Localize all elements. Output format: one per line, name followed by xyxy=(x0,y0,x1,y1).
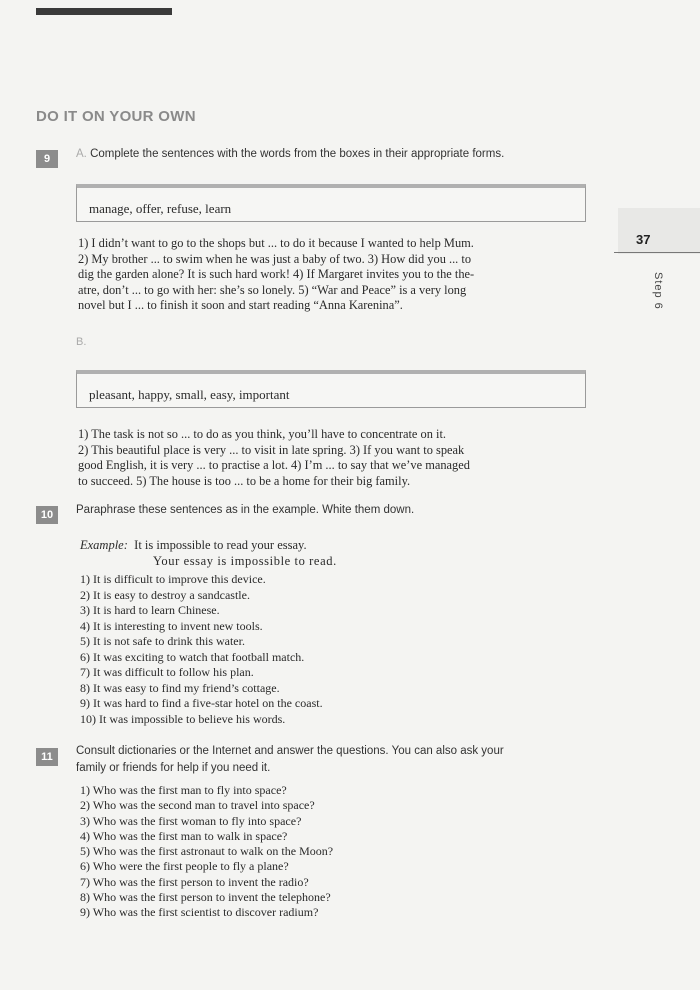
section-title: DO IT ON YOUR OWN xyxy=(36,108,196,125)
list-item: 2) It is easy to destroy a sandcastle. xyxy=(80,587,250,602)
top-bar xyxy=(36,8,172,15)
text-line: 1) The task is not so ... to do as you think, you’ll have to concentrate on it. xyxy=(78,427,446,441)
text-line: 2) My brother ... to swim when he was just a baby of two. 3) How did you ... to xyxy=(78,251,472,266)
list-item: 9) It was hard to find a five-star hotel on the coast. xyxy=(80,696,323,710)
page-number: 37 xyxy=(636,232,651,247)
list-item: 1) Who was the first man to fly into space? xyxy=(80,783,287,797)
page-tab xyxy=(618,208,700,254)
part-a-label: A. xyxy=(76,148,87,160)
instruction-line: Consult dictionaries or the Internet and answer the questions. You can also ask your xyxy=(76,745,504,757)
instruction-line: family or friends for help if you need it. xyxy=(76,762,271,774)
word-box-b xyxy=(76,370,586,408)
list-item: 7) It was difficult to follow his plan. xyxy=(80,665,254,679)
list-item: 8) It was easy to find my friend’s cottage. xyxy=(80,680,280,695)
list-item: 6) It was exciting to watch that football match. xyxy=(80,649,305,664)
exercise-9-instruction xyxy=(76,146,596,163)
page-number-rule xyxy=(614,252,700,253)
word-box-a xyxy=(76,184,586,222)
list-item: 7) Who was the first person to invent the radio? xyxy=(80,874,309,889)
text-line: 2) This beautiful place is very ... to visit in late spring. 3) If you want to speak xyxy=(78,442,465,457)
exercise-10-instruction: Paraphrase these sentences as in the example. White them down. xyxy=(76,504,415,516)
word-box-a-text: manage, offer, refuse, learn xyxy=(89,201,232,216)
exercise-10-list xyxy=(80,572,323,727)
example-sentence-1: It is impossible to read your essay. xyxy=(134,538,307,552)
list-item: 1) It is difficult to improve this device. xyxy=(80,572,266,586)
list-item: 6) Who were the first people to fly a plane? xyxy=(80,859,289,874)
text-line: 1) I didn’t want to go to the shops but ... to do it because I wanted to help Mum. xyxy=(78,236,474,250)
list-item: 5) It is not safe to drink this water. xyxy=(80,634,245,648)
part-b-label: B. xyxy=(76,336,87,348)
exercise-9-number: 9 xyxy=(36,150,58,168)
text-line: good English, it is very ... to practise a lot. 4) I’m ... to say that we’ve managed xyxy=(78,458,470,473)
list-item: 5) Who was the first astronaut to walk on the Moon? xyxy=(80,844,334,859)
exercise-11-list xyxy=(80,783,333,921)
exercise-11-instruction xyxy=(76,743,616,777)
text-line: to succeed. 5) The house is too ... to be a home for their big family. xyxy=(78,473,411,488)
list-item: 4) It is interesting to invent new tools. xyxy=(80,618,263,633)
exercise-10-number: 10 xyxy=(36,506,58,524)
text-line: dig the garden alone? It is such hard work! 4) If Margaret invites you to the the- xyxy=(78,267,475,282)
text-line: novel but I ... to finish it soon and start reading “Anna Karenina”. xyxy=(78,298,403,313)
list-item: 3) Who was the first woman to fly into space? xyxy=(80,813,302,828)
exercise-9a-text xyxy=(78,236,590,314)
word-box-b-text: pleasant, happy, small, easy, important xyxy=(89,387,290,402)
text-line: atre, don’t ... to go with her: she’s so lonely. 5) “War and Peace” is a very long xyxy=(78,282,467,297)
exercise-9b-text xyxy=(78,427,590,489)
example-block xyxy=(80,537,337,569)
list-item: 9) Who was the first scientist to discover radium? xyxy=(80,905,319,920)
exercise-11-number: 11 xyxy=(36,748,58,766)
example-sentence-2: Your essay is impossible to read. xyxy=(153,554,337,568)
list-item: 3) It is hard to learn Chinese. xyxy=(80,603,220,617)
list-item: 4) Who was the first man to walk in space? xyxy=(80,828,288,843)
list-item: 8) Who was the first person to invent the telephone? xyxy=(80,890,331,905)
step-label: Step 6 xyxy=(652,272,664,310)
instruction-text: Complete the sentences with the words from the boxes in their appropriate forms. xyxy=(90,148,505,160)
list-item: 2) Who was the second man to travel into space? xyxy=(80,798,315,813)
example-label: Example: xyxy=(80,538,128,552)
list-item: 10) It was impossible to believe his words. xyxy=(80,711,286,726)
